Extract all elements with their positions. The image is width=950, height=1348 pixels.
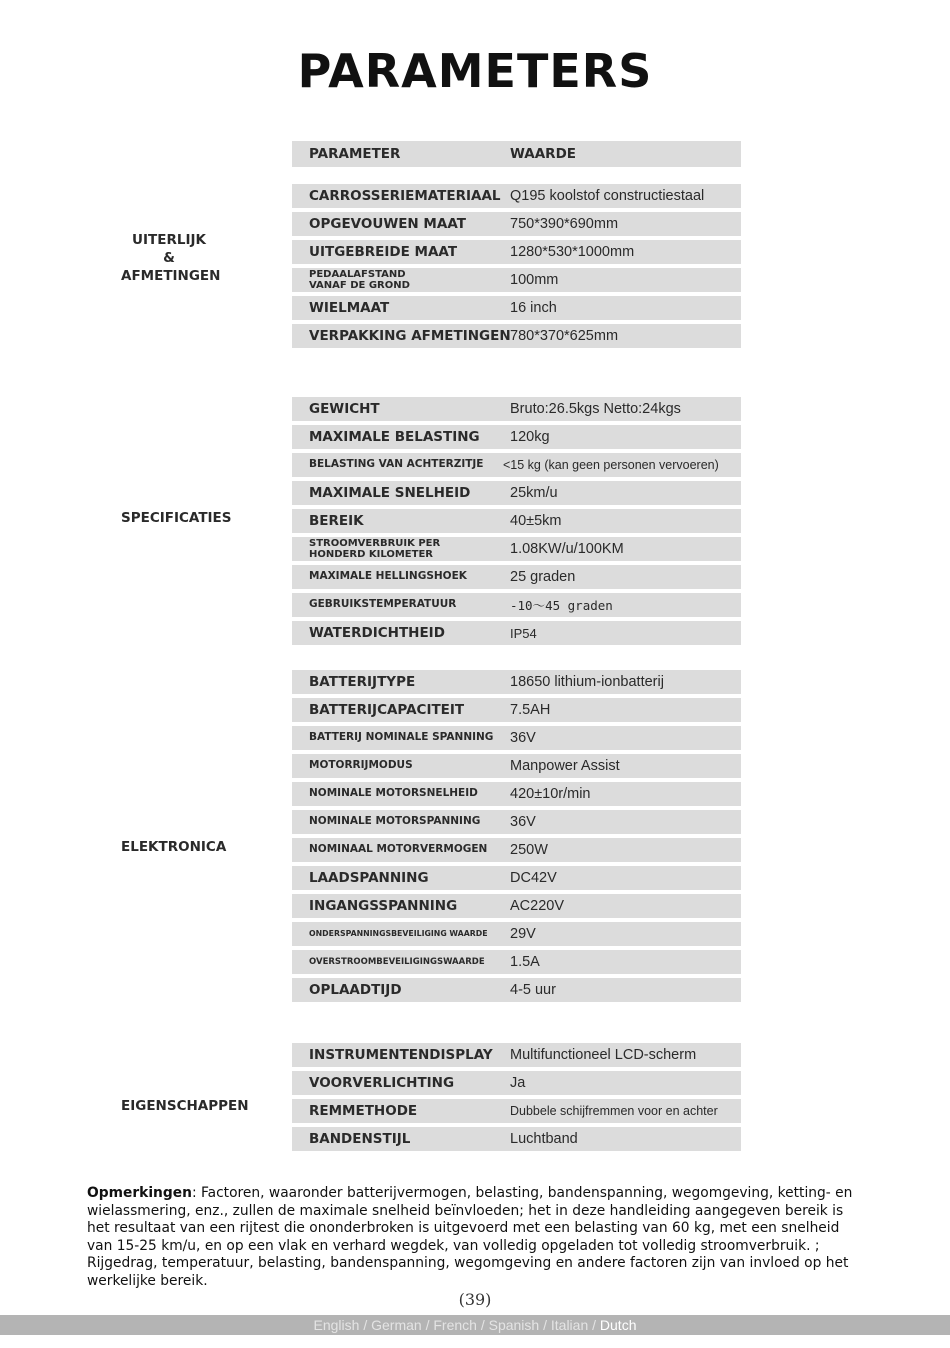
param-label: MAXIMALE BELASTING — [309, 428, 480, 445]
table-row — [292, 509, 741, 533]
param-label: INSTRUMENTENDISPLAY — [309, 1046, 493, 1063]
section-label-line: AFMETINGEN — [121, 268, 221, 284]
table-row — [292, 537, 741, 561]
table-row — [292, 621, 741, 645]
param-label: BEREIK — [309, 512, 364, 529]
language-link-french[interactable]: French — [433, 1317, 477, 1333]
param-value: 420±10r/min — [510, 786, 591, 802]
param-label: VERPAKKING AFMETINGEN — [309, 327, 511, 344]
table-row — [292, 1099, 741, 1123]
param-label: UITGEBREIDE MAAT — [309, 243, 458, 260]
notes-label: Opmerkingen — [87, 1185, 192, 1201]
param-value: 100mm — [510, 272, 559, 288]
param-value: IP54 — [510, 625, 537, 641]
table-row — [292, 754, 741, 778]
table-row — [292, 240, 741, 264]
section-electronics: ELEKTRONICA — [121, 839, 227, 855]
table-row — [292, 782, 741, 806]
table-row — [292, 698, 741, 722]
language-separator: / — [421, 1317, 434, 1333]
table-row — [292, 1127, 741, 1151]
param-label: GEWICHT — [309, 400, 380, 417]
language-separator: / — [588, 1317, 600, 1333]
param-label-line: PEDAALAFSTAND — [309, 268, 406, 280]
table-row — [292, 593, 741, 617]
features-table — [292, 1043, 741, 1155]
param-value: 750*390*690mm — [510, 216, 619, 232]
param-value: 1280*530*1000mm — [510, 244, 635, 260]
param-value: 16 inch — [510, 300, 557, 316]
param-value: Multifunctioneel LCD-scherm — [510, 1047, 697, 1063]
param-value: Dubbele schijfremmen voor en achter — [510, 1104, 718, 1118]
table-row — [292, 1043, 741, 1067]
language-link-dutch[interactable]: Dutch — [599, 1317, 637, 1333]
table-row — [292, 268, 741, 292]
param-value: Bruto:26.5kgs Netto:24kgs — [510, 401, 681, 417]
param-value: 1.5A — [510, 954, 540, 970]
param-value: 4-5 uur — [510, 982, 556, 998]
section-features: EIGENSCHAPPEN — [121, 1098, 249, 1114]
table-row — [292, 670, 741, 694]
param-label-line: HONDERD KILOMETER — [309, 549, 433, 560]
table-row — [292, 184, 741, 208]
param-value: 780*370*625mm — [510, 328, 619, 344]
param-label: MAXIMALE SNELHEID — [309, 484, 471, 501]
param-label: OPLAADTIJD — [309, 981, 402, 998]
param-label: BANDENSTIJL — [309, 1130, 411, 1147]
param-label: NOMINAAL MOTORVERMOGEN — [309, 843, 488, 856]
language-link-italian[interactable]: Italian — [550, 1317, 589, 1333]
param-label: MAXIMALE HELLINGSHOEK — [309, 570, 467, 583]
table-row — [292, 425, 741, 449]
param-value: 36V — [510, 730, 536, 746]
header-parameter: PARAMETER — [309, 145, 401, 162]
param-label-line: VANAF DE GROND — [309, 280, 410, 291]
param-value: Q195 koolstof constructiestaal — [510, 188, 705, 204]
param-label: GEBRUIKSTEMPERATUUR — [309, 598, 457, 611]
language-separator: / — [476, 1317, 489, 1333]
param-label: INGANGSSPANNING — [309, 897, 458, 914]
table-row — [292, 296, 741, 320]
param-value: 7.5AH — [510, 702, 551, 718]
param-label: REMMETHODE — [309, 1102, 418, 1119]
table-row — [292, 726, 741, 750]
param-label: ONDERSPANNINGSBEVEILIGING WAARDE — [309, 928, 488, 938]
param-label: NOMINALE MOTORSNELHEID — [309, 787, 478, 800]
header-value: WAARDE — [510, 146, 577, 162]
param-label: BATTERIJCAPACITEIT — [309, 701, 465, 718]
language-link-english[interactable]: English — [313, 1317, 360, 1333]
param-value: 36V — [510, 814, 536, 830]
param-value: 250W — [510, 842, 548, 858]
param-label: LAADSPANNING — [309, 869, 429, 886]
table-row — [292, 453, 741, 477]
table-row — [292, 397, 741, 421]
language-link-spanish[interactable]: Spanish — [488, 1317, 540, 1333]
notes-paragraph — [87, 1185, 867, 1291]
section-label-line: & — [163, 250, 175, 266]
param-value: 120kg — [510, 429, 550, 445]
param-label — [309, 537, 440, 561]
param-value: 29V — [510, 926, 536, 942]
page-title: PARAMETERS — [297, 44, 653, 98]
table-header-row — [292, 141, 741, 167]
table-row — [292, 894, 741, 918]
section-specs: SPECIFICATIES — [121, 510, 232, 526]
language-bar — [0, 1315, 950, 1335]
table-row — [292, 324, 741, 348]
language-separator: / — [359, 1317, 372, 1333]
table-row — [292, 922, 741, 946]
language-link-german[interactable]: German — [371, 1317, 422, 1333]
param-label — [309, 268, 410, 292]
table-row — [292, 212, 741, 236]
param-label: CARROSSERIEMATERIAAL — [309, 187, 501, 204]
specs-table — [292, 397, 741, 649]
param-value: AC220V — [510, 898, 565, 914]
param-value: -10～45 graden — [510, 598, 613, 613]
table-row — [292, 565, 741, 589]
notes-text: : Factoren, waaronder batterijvermogen, belasting, bandenspanning, wegomgeving, ketting- en wielassmering, enz., zullen de maximale snelheid beïnvloeden; het in deze handleiding aangegeven bereik is het resultaat van een rijtest die ononderbroken is uitgevoerd met een belasting van 60 kg, met een snelheid van 15-25 km/u, en op een vlak en verhard wegdek, van volledig opgeladen tot volledig stroomverbruik. ; Rijgedrag, temperatuur, belasting, bandenspanning, wegomgeving en andere factoren zijn van invloed op het werkelijke bereik. — [87, 1185, 853, 1289]
table-row — [292, 950, 741, 974]
param-value: 25km/u — [510, 485, 558, 501]
electronics-table — [292, 670, 741, 1006]
table-row — [292, 481, 741, 505]
param-value: 1.08KW/u/100KM — [510, 541, 624, 557]
table-row — [292, 1071, 741, 1095]
param-label: BATTERIJ NOMINALE SPANNING — [309, 731, 494, 744]
param-label: WATERDICHTHEID — [309, 624, 445, 641]
param-label: OPGEVOUWEN MAAT — [309, 215, 466, 232]
param-label: BELASTING VAN ACHTERZITJE — [309, 458, 484, 471]
param-label: NOMINALE MOTORSPANNING — [309, 815, 481, 828]
section-label-line: UITERLIJK — [132, 232, 206, 248]
table-row — [292, 838, 741, 862]
param-value: Manpower Assist — [510, 758, 620, 774]
param-value: Luchtband — [510, 1131, 578, 1147]
param-label: OVERSTROOMBEVEILIGINGSWAARDE — [309, 956, 485, 967]
param-label: BATTERIJTYPE — [309, 673, 416, 690]
param-value: 25 graden — [510, 569, 576, 585]
language-separator: / — [539, 1317, 551, 1333]
param-label: WIELMAAT — [309, 299, 390, 316]
param-label: VOORVERLICHTING — [309, 1074, 455, 1091]
appearance-table — [292, 184, 741, 352]
page-number: (39) — [458, 1290, 492, 1309]
param-value: 18650 lithium-ionbatterij — [510, 674, 664, 690]
table-row — [292, 866, 741, 890]
param-value: 40±5km — [510, 513, 562, 529]
param-value: Ja — [510, 1075, 526, 1091]
param-label-line: STROOMVERBRUIK PER — [309, 537, 441, 549]
param-label: MOTORRIJMODUS — [309, 759, 413, 772]
param-value: DC42V — [510, 870, 557, 886]
section-appearance — [121, 231, 221, 285]
parameter-table-header — [292, 141, 741, 171]
table-row — [292, 978, 741, 1002]
table-row — [292, 810, 741, 834]
param-value: <15 kg (kan geen personen vervoeren) — [503, 458, 719, 472]
